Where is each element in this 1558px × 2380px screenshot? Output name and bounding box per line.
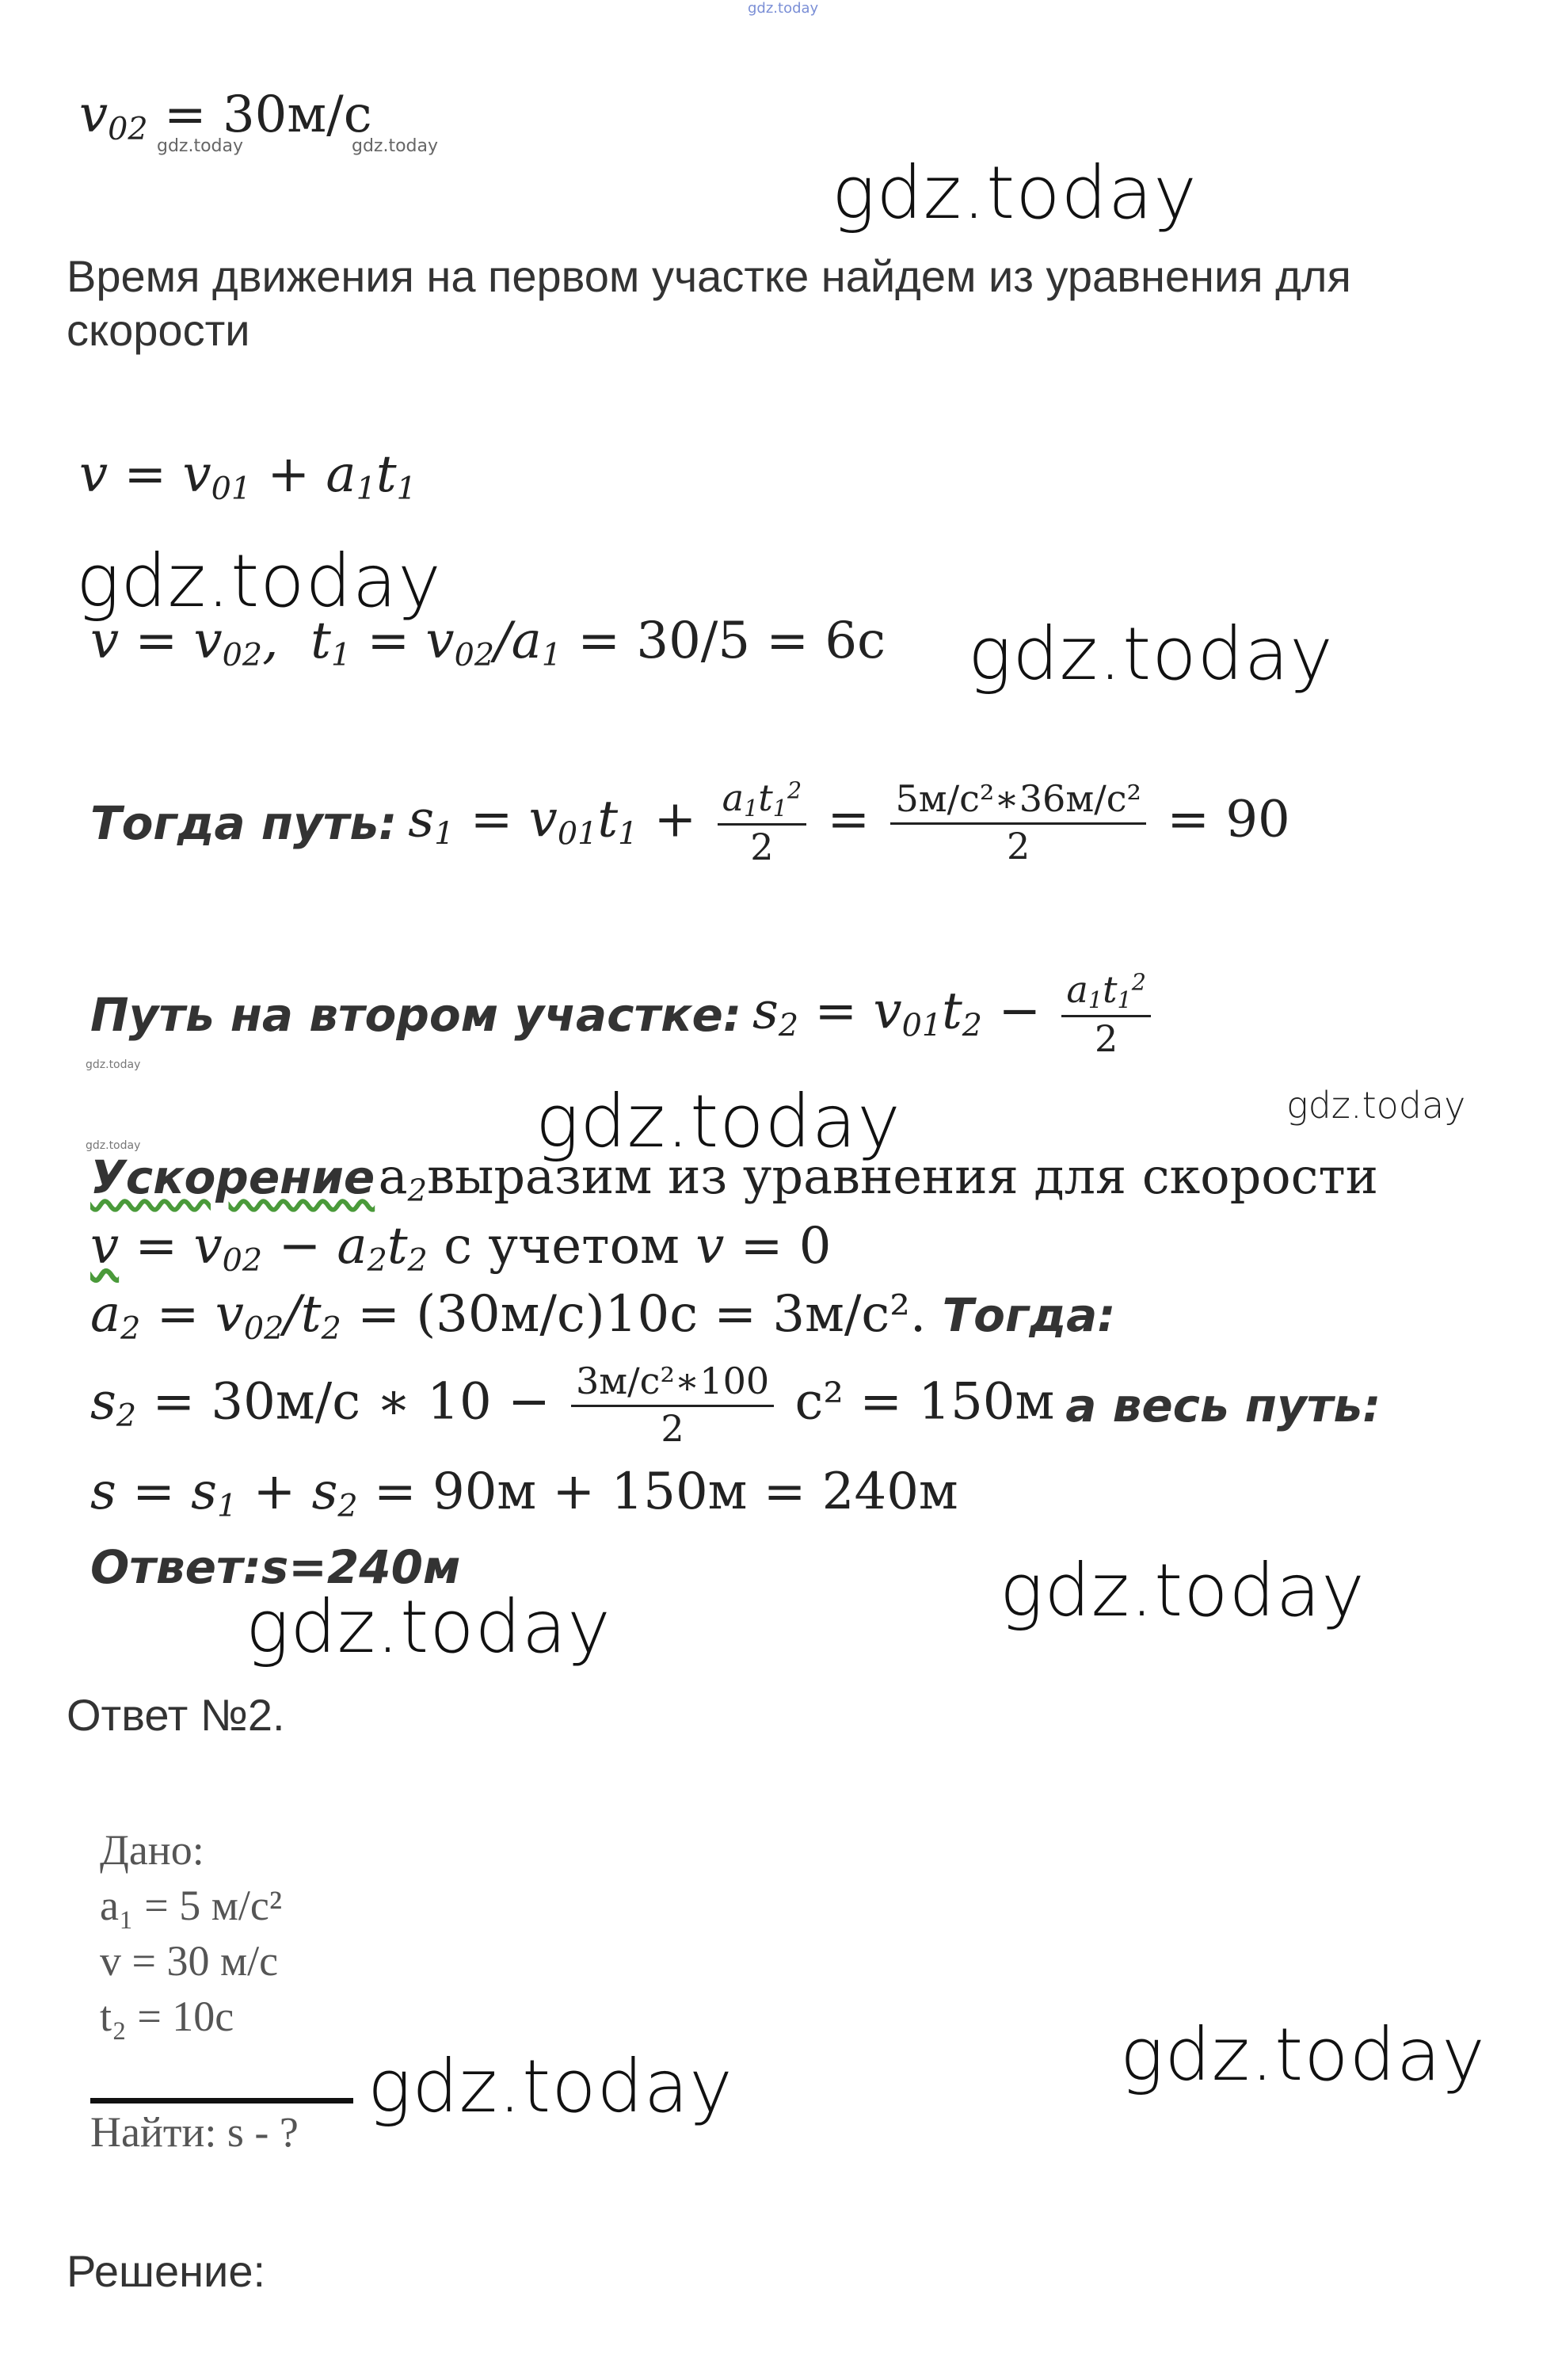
total-value: = 90м + 150м = 240м	[374, 1463, 958, 1521]
given-item: v = 30 м/с	[100, 1937, 279, 1985]
v02-value: 30м/с	[222, 86, 372, 144]
watermark-large: gdz.today	[246, 1585, 611, 1669]
intro-text: Время движения на первом участке найдем из уравнения для скорости	[67, 251, 1351, 355]
watermark-small: gdz.today	[352, 136, 439, 156]
path-fraction-numerator: 5м/с²∗36м/с²	[890, 777, 1146, 825]
eq-velocity: $v = v_{01} + a_1t_1$	[79, 445, 417, 507]
solution-heading: Решение:	[67, 2246, 266, 2296]
watermark-large: gdz.today	[968, 612, 1334, 696]
s2-fraction-denominator: 2	[661, 1407, 684, 1451]
given-item: t₂ = 10с	[100, 1993, 234, 2040]
watermark-large: gdz.today	[535, 1079, 901, 1164]
watermark-tiny: gdz.today	[86, 1058, 141, 1071]
eq-time: $v = v_{02}$, $t_1 = v_{02}/a_1 = 30/5 = 6с$	[90, 612, 886, 673]
then-label: Тогда:	[942, 1288, 1116, 1342]
eq-path-second: Путь на втором участке: $s_2 = v_{01}t_2$ − $\frac{a_1t_1^2}{2}$	[90, 968, 1156, 1062]
eq-total: $s = s_1 + s_2 = 90м + 150м = 240м$	[90, 1463, 958, 1524]
eq-s2: $s_2 = 30м/с$ ∗ 10 − $\frac{\text{3м/с²∗100}}{2}$ с² = 150м а весь путь:	[90, 1360, 1381, 1451]
accel-line: Ускорение $a_2выразим$ из уравнения для скорости	[90, 1147, 1378, 1209]
eq-path-first: Тогда путь: $s_1 = v_{01}t_1$ + $\frac{a_1t_1^2}{2}$ = $\frac{\text{5м/с²∗36м/с²}}{2}$ = 90	[90, 776, 1290, 869]
whole-path-label: а весь путь:	[1065, 1378, 1381, 1432]
accel-label: Ускорение	[90, 1150, 375, 1204]
top-watermark: gdz.today	[748, 0, 819, 17]
a2-value: = (30м/с)10с = 3м/с².	[357, 1285, 943, 1344]
watermark-large: gdz.today	[368, 2044, 733, 2129]
eq-a2: $a_2 = v_{02}/t_2 = (30м/с)10с = 3м/с^2$. Тогда:	[90, 1285, 1116, 1347]
accel-rest-text: выразим из уравнения для скорости	[427, 1147, 1378, 1205]
given-divider	[90, 2098, 353, 2103]
path-first-value: = 90	[1167, 790, 1290, 849]
s2-start: = 30м/с ∗ 10 −	[152, 1372, 550, 1432]
then-path-label: Тогда путь:	[90, 795, 398, 850]
path-fraction-denominator: 2	[1007, 825, 1030, 868]
eq-v02: $v_{02} = 30м/с$	[79, 86, 372, 147]
watermark-small: gdz.today	[157, 136, 244, 156]
given-block	[100, 1822, 282, 2044]
watermark-large: gdz.today	[832, 151, 1198, 235]
with-condition-text: с учетом	[444, 1217, 680, 1276]
given-item: a₁ = 5 м/с²	[100, 1882, 283, 1929]
answer2-heading: Ответ №2.	[67, 1690, 285, 1740]
eq-v-zero: $v = v_{02} - a_2t_2$ с учетом v = 0	[90, 1217, 832, 1279]
time-value: = 30/5 = 6с	[577, 612, 886, 670]
watermark-large: gdz.today	[76, 539, 442, 624]
s2-end: с² = 150м	[794, 1372, 1055, 1432]
given-title: Дано:	[100, 1826, 204, 1874]
find-text: Найти: s - ?	[90, 2108, 299, 2156]
answer-line: Ответ:s=240м	[90, 1540, 461, 1594]
watermark-large: gdz.today	[1000, 1548, 1366, 1633]
watermark-medium: gdz.today	[1286, 1084, 1466, 1127]
watermark-tiny: gdz.today	[86, 1139, 141, 1152]
second-section-label: Путь на втором участке:	[90, 987, 742, 1042]
watermark-large: gdz.today	[1120, 2012, 1486, 2097]
s2-fraction-numerator: 3м/с²∗100	[571, 1360, 774, 1407]
